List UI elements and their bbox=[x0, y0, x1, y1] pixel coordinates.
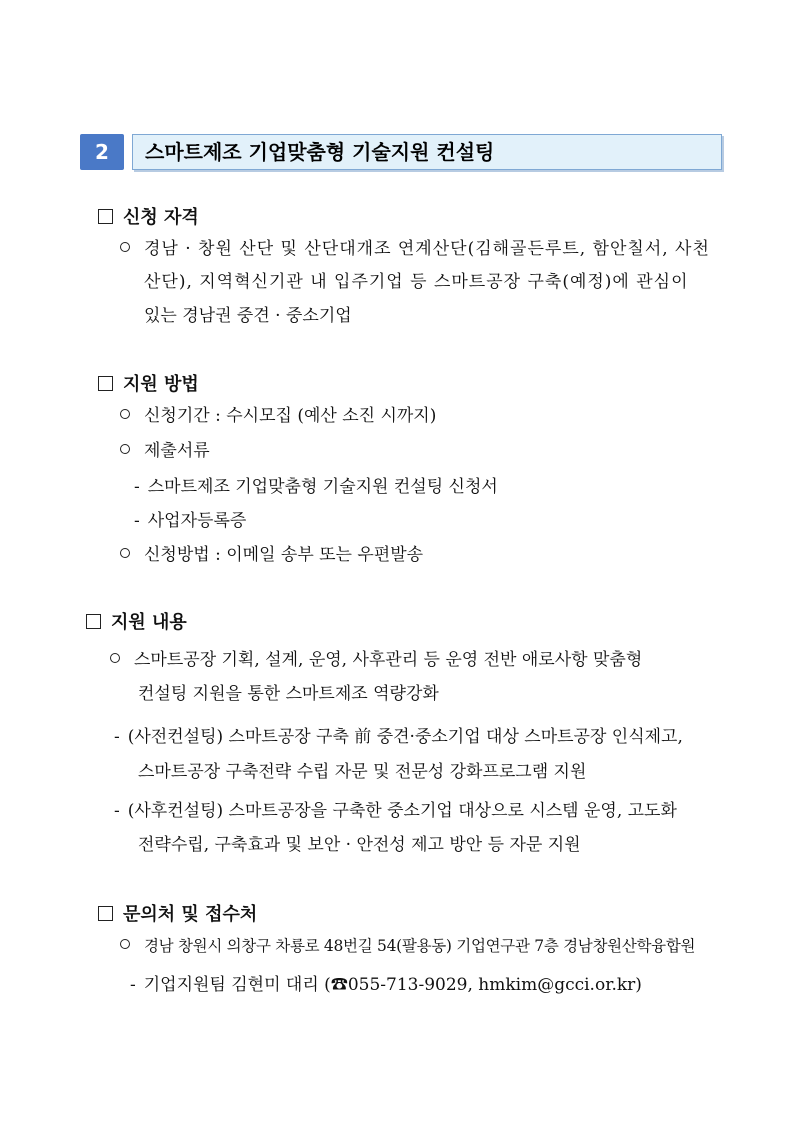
content-bullet bbox=[110, 645, 642, 670]
text-line: 산단), 지역혁신기관 내 입주기업 등 스마트공장 구축(예정)에 관심이 bbox=[144, 272, 689, 292]
dash-bullet: - bbox=[114, 727, 120, 747]
checkbox-square-icon bbox=[86, 614, 101, 629]
circle-bullet-icon bbox=[110, 653, 120, 663]
text-line: (사후컨설팅) 스마트공장을 구축한 중소기업 대상으로 시스템 운영, 고도화 bbox=[127, 801, 677, 821]
text-line: 스마트공장 구축전략 수립 자문 및 전문성 강화프로그램 지원 bbox=[138, 762, 587, 782]
method-dash-item bbox=[134, 506, 246, 531]
text-line: 경남 창원시 의창구 차룡로 48번길 54(팔용동) 기업연구관 7층 경남창원산학융합원 bbox=[144, 937, 696, 955]
heading-method bbox=[98, 370, 199, 396]
heading-text: 지원 내용 bbox=[111, 612, 187, 633]
eligibility-bullet bbox=[120, 234, 710, 259]
text-line: 스마트제조 기업맞춤형 기술지원 컨설팅 신청서 bbox=[147, 477, 498, 497]
text-line: 컨설팅 지원을 통한 스마트제조 역량강화 bbox=[138, 684, 439, 704]
dash-bullet: - bbox=[130, 975, 136, 995]
text-line: 스마트공장 기획, 설계, 운영, 사후관리 등 운영 전반 애로사항 맞춤형 bbox=[134, 650, 643, 670]
circle-bullet-icon bbox=[120, 939, 130, 949]
text-line: 있는 경남권 중견 · 중소기업 bbox=[144, 306, 352, 326]
circle-bullet-icon bbox=[120, 409, 130, 419]
circle-bullet-icon bbox=[120, 444, 130, 454]
dash-bullet: - bbox=[134, 477, 140, 497]
checkbox-square-icon bbox=[98, 376, 113, 391]
checkbox-square-icon bbox=[98, 906, 113, 921]
text-line: 사업자등록증 bbox=[147, 511, 247, 531]
text-line: 신청기간 : 수시모집 (예산 소진 시까지) bbox=[144, 406, 437, 426]
method-bullet bbox=[120, 540, 423, 565]
circle-bullet-icon bbox=[120, 548, 130, 558]
heading-text: 신청 자격 bbox=[123, 207, 199, 228]
text-line: (사전컨설팅) 스마트공장 구축 前 중견·중소기업 대상 스마트공장 인식제고, bbox=[127, 727, 683, 747]
method-bullet bbox=[120, 401, 436, 426]
heading-contact bbox=[98, 900, 257, 926]
text-line: 전략수립, 구축효과 및 보안 · 안전성 제고 방안 등 자문 지원 bbox=[138, 835, 581, 855]
heading-content bbox=[86, 608, 187, 634]
section-number-badge: 2 bbox=[80, 134, 124, 170]
text-line: 제출서류 bbox=[144, 441, 210, 461]
contact-dash-item bbox=[130, 970, 642, 995]
dash-bullet: - bbox=[134, 511, 140, 531]
checkbox-square-icon bbox=[98, 209, 113, 224]
circle-bullet-icon bbox=[120, 242, 130, 252]
heading-text: 문의처 및 접수처 bbox=[123, 904, 258, 925]
contact-bullet bbox=[120, 934, 695, 956]
contact-person-text: 기업지원팀 김현미 대리 (☎055-713-9029, hmkim@gcci.or.kr) bbox=[143, 975, 642, 995]
content-dash-item bbox=[114, 796, 677, 821]
heading-eligibility bbox=[98, 203, 199, 229]
method-bullet bbox=[120, 436, 210, 461]
section-title-box bbox=[132, 134, 722, 170]
text-line: 신청방법 : 이메일 송부 또는 우편발송 bbox=[144, 545, 424, 565]
content-dash-item bbox=[114, 722, 683, 747]
section-header bbox=[80, 134, 722, 170]
heading-text: 지원 방법 bbox=[123, 374, 199, 395]
method-dash-item bbox=[134, 472, 498, 497]
text-line: 경남 · 창원 산단 및 산단대개조 연계산단(김해골든루트, 함안칠서, 사천 bbox=[144, 239, 710, 259]
dash-bullet: - bbox=[114, 801, 120, 821]
section-title: 스마트제조 기업맞춤형 기술지원 컨설팅 bbox=[145, 140, 495, 164]
